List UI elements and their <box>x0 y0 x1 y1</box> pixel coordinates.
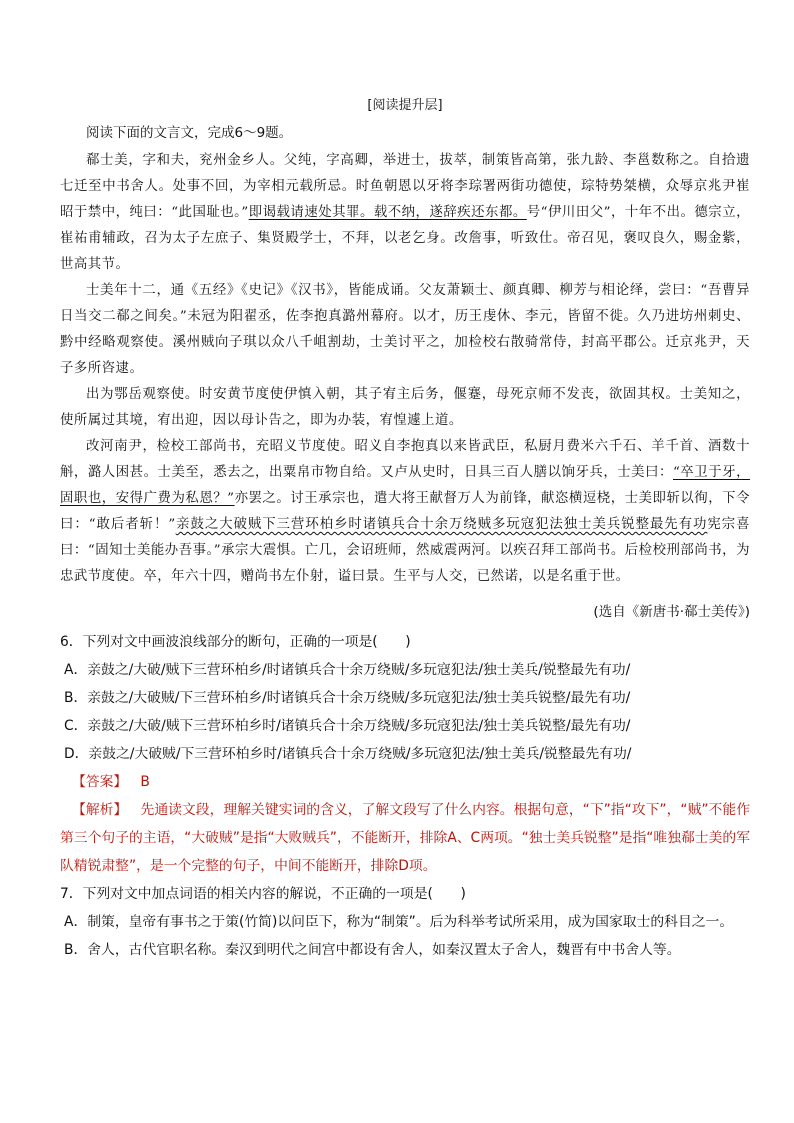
text-segment: 宪宗喜曰：“固知士美能办吾事。”承宗大震惧。亡几，会诏班师，然威震两河。以疾召拜工部尚书。后检校刑部尚书，为忠武节度使。卒，年六十四，赠尚书左仆射，谥曰景。生平与人交，已然诺，以是名重于世。 <box>60 517 750 584</box>
passage-paragraph-1 <box>60 148 750 278</box>
explanation-tag: 【解析】 <box>72 802 128 818</box>
underlined-sentence: 即谒载请速处其罪。载不纳，遂辞疾还东都。 <box>248 205 527 220</box>
question-6-option-c[interactable]: C．亲鼓之/大破/贼下三营环柏乡时/诸镇兵合十余万绕贼/多玩寇犯法/独士美兵锐整/最先有功/ <box>64 718 631 734</box>
answer-tag: 【答案】 <box>72 774 128 790</box>
question-7-stem: 7．下列对文中加点词语的相关内容的解说，不正确的一项是( ) <box>60 886 466 902</box>
passage-paragraph-3: 出为鄂岳观察使。时安黄节度使伊慎入朝，其子宥主后务，偃蹇，母死京师不发丧，欲固其权。士美知之，使所属过其境，宥出迎，因以母讣告之，即为办装，宥惶遽上道。 <box>60 387 750 428</box>
question-7-option-b[interactable]: B．舍人，古代官职名称。秦汉到明代之间宫中都设有舍人，如秦汉置太子舍人，魏晋有中书舍人等。 <box>64 942 681 958</box>
passage-paragraph-2: 士美年十二，通《五经》《史记》《汉书》，皆能成诵。父友萧颖士、颜真卿、柳芳与相论绎，尝曰：“吾曹异日当交二郗之间矣。”未冠为阳翟丞，佐李抱真潞州幕府。以才，历王虔休、李元，皆留不徙。久乃进坊州刺史、黔中经略观察使。溪州贼向子琪以众八千岨割劫，士美讨平之，加检校右散骑常侍，封高平郡公。迁京兆尹，天子多所咨逮。 <box>60 283 750 376</box>
question-6-stem: 6．下列对文中画波浪线部分的断句，正确的一项是( ) <box>60 634 411 650</box>
instruction: 阅读下面的文言文，完成6～9题。 <box>86 125 293 141</box>
question-6-answer <box>72 768 750 796</box>
explanation-text: 先通读文段，理解关键实词的含义，了解文段写了什么内容。根据句意，“下”指“攻下”，“贼”不能作第三个句子的主语，“大破贼”是指“大败贼兵”，不能断开，排除A、C两项。“独士美兵锐整”是指“唯独郗士美的军队精锐肃整”，是一个完整的句子，中间不能断开，排除D项。 <box>60 802 750 874</box>
question-7-option-a[interactable]: A．制策，皇帝有事书之于策(竹简)以问臣下，称为“制策”。后为科举考试所采用，成为国家取士的科目之一。 <box>64 914 734 930</box>
question-6-explanation <box>60 796 750 880</box>
answer-value: B <box>140 774 150 790</box>
question-6 <box>60 628 750 880</box>
question-6-option-a[interactable]: A．亲鼓之/大破/贼下三营环柏乡/时诸镇兵合十余万绕贼/多玩寇犯法/独士美兵/锐整最先有功/ <box>64 662 631 678</box>
text-segment: 亦罢之。讨王承宗也，遣大将王献督万人为前锋，献恣横逗桡，士美即斩以徇，下令曰：“敢后者斩！” <box>60 491 750 532</box>
classical-passage <box>60 148 750 590</box>
question-6-option-d[interactable]: D．亲鼓之/大破贼/下三营环柏乡时/诸镇兵合十余万绕贼/多玩寇犯法/独士美兵/锐整最先有功/ <box>64 746 632 762</box>
text-segment: 郗士美，字和夫，兖州金乡人。父纯，字高卿，举进士，拔萃，制策皆高第，张九龄、李邕数称之。自拾遗七迁至中书舍人。处事不回，为宰相元载所忌。时鱼朝恩以牙将李琮署两街功德使，琮特势桀横，众辱京兆尹崔昭于禁中，纯曰：“此国耻也。” <box>60 153 750 220</box>
question-6-option-b[interactable]: B．亲鼓之/大破贼/下三营环柏乡/时诸镇兵合十余万绕贼/多玩寇犯法/独士美兵锐整/最先有功/ <box>64 690 631 706</box>
question-7 <box>60 880 750 964</box>
text-segment: 号“伊川田父”，十年不出。德宗立，崔祐甫辅政，召为太子左庶子、集贤殿学士，不拜，以老乞身。改詹事，听致仕。帝召见，褒叹良久，赐金紫，世高其节。 <box>60 205 750 272</box>
passage-source: (选自《新唐书·郗士美传》) <box>593 604 750 620</box>
wavy-underlined-sentence: 亲鼓之大破贼下三营环柏乡时诸镇兵合十余万绕贼多玩寇犯法独士美兵锐整最先有功 <box>175 517 708 532</box>
underlined-sentence: “卒卫于牙，固职也，安得广费为私恩？” <box>60 465 750 506</box>
section-title: [阅读提升层] <box>367 98 443 113</box>
text-segment: 改河南尹，检校工部尚书，充昭义节度使。昭义自李抱真以来皆武臣，私厨月费米六千石、羊千首、酒数十斛，潞人困甚。士美至，悉去之，出粟帛市物自给。又卢从史时，日具三百人膳以饷牙兵，士美曰： <box>60 439 750 480</box>
passage-paragraph-4 <box>60 434 750 590</box>
